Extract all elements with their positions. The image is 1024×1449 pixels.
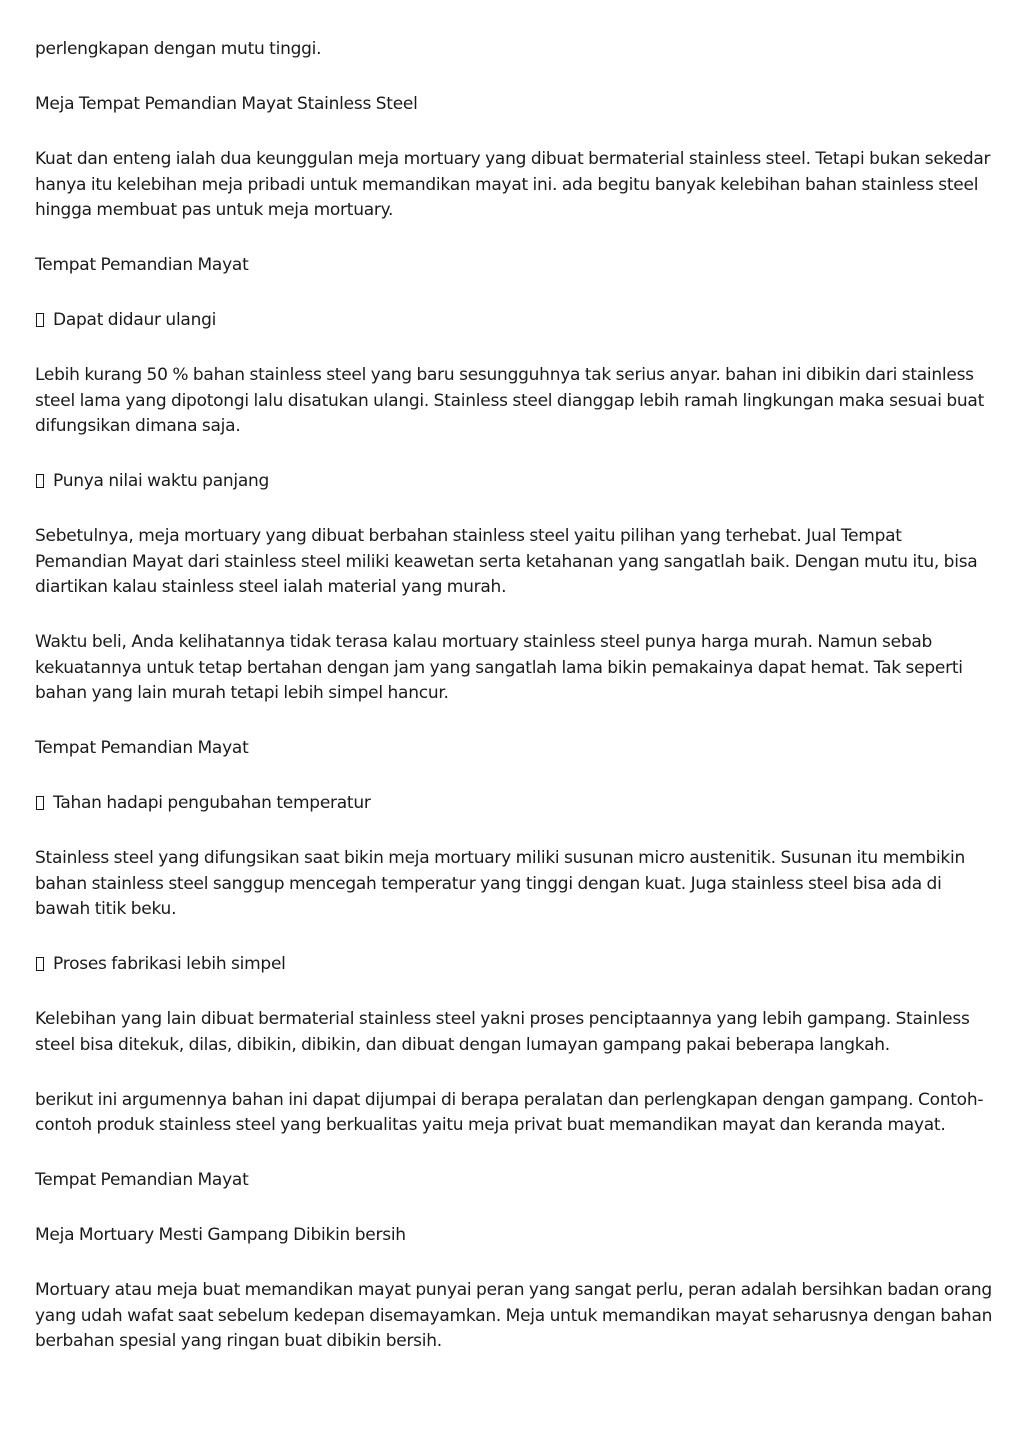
missing-glyph-box-icon	[36, 796, 44, 810]
paragraph: Stainless steel yang difungsikan saat bikin meja mortuary miliki susunan micro austenitik. Susunan itu membikin bahan stainless steel sanggup mencegah temperatur yang tinggi dengan kuat. Juga stainless steel bisa ada di bawah titik beku.	[35, 848, 966, 919]
section-heading: Meja Mortuary Mesti Gampang Dibikin bersih	[35, 1225, 406, 1245]
section-heading: Tempat Pemandian Mayat	[35, 1170, 249, 1190]
paragraph: Kelebihan yang lain dibuat bermaterial stainless steel yakni proses penciptaannya yang lebih gampang. Stainless steel bisa ditekuk, dilas, dibikin, dibikin, dan dibuat dengan lumayan gampang pakai beberapa langkah.	[35, 1009, 970, 1055]
document-body	[35, 37, 995, 1384]
section-heading: Tempat Pemandian Mayat	[35, 255, 249, 275]
bullet-item-label: Punya nilai waktu panjang	[53, 471, 270, 491]
bullet-item	[35, 952, 995, 978]
missing-glyph-box-icon	[36, 957, 44, 971]
paragraph: Sebetulnya, meja mortuary yang dibuat berbahan stainless steel yaitu pilihan yang terhebat. Jual Tempat Pemandian Mayat dari stainless steel miliki keawetan serta ketahanan yang sangatlah baik. Dengan mutu itu, bisa diartikan kalau stainless steel ialah material yang murah.	[35, 526, 978, 597]
missing-glyph-box-icon	[36, 313, 44, 327]
paragraph: Kuat dan enteng ialah dua keunggulan meja mortuary yang dibuat bermaterial stainless steel. Tetapi bukan sekedar hanya itu kelebihan meja pribadi untuk memandikan mayat ini. ada begitu banyak kelebihan bahan stainless steel hingga membuat pas untuk meja mortuary.	[35, 149, 991, 220]
bullet-item-label: Dapat didaur ulangi	[53, 310, 217, 330]
bullet-item	[35, 469, 995, 495]
paragraph: Lebih kurang 50 % bahan stainless steel yang baru sesungguhnya tak serius anyar. bahan ini dibikin dari stainless steel lama yang dipotongi lalu disatukan ulangi. Stainless steel dianggap lebih ramah lingkungan maka sesuai buat difungsikan dimana saja.	[35, 365, 985, 436]
bullet-item-label: Tahan hadapi pengubahan temperatur	[53, 793, 371, 813]
bullet-item	[35, 308, 995, 334]
paragraph: berikut ini argumennya bahan ini dapat dijumpai di berapa peralatan dan perlengkapan dengan gampang. Contoh-contoh produk stainless steel yang berkualitas yaitu meja privat buat memandikan mayat dan keranda mayat.	[35, 1089, 984, 1135]
bullet-item	[35, 791, 995, 817]
missing-glyph-box-icon	[36, 474, 44, 488]
paragraph-continued: perlengkapan dengan mutu tinggi.	[35, 39, 322, 59]
section-heading: Tempat Pemandian Mayat	[35, 738, 249, 758]
bullet-item-label: Proses fabrikasi lebih simpel	[53, 954, 286, 974]
paragraph: Mortuary atau meja buat memandikan mayat punyai peran yang sangat perlu, peran adalah bersihkan badan orang yang udah wafat saat sebelum kedepan disemayamkan. Meja untuk memandikan mayat seharusnya dengan bahan berbahan spesial yang ringan buat dibikin bersih.	[35, 1280, 993, 1351]
section-heading: Meja Tempat Pemandian Mayat Stainless Steel	[35, 94, 418, 114]
paragraph: Waktu beli, Anda kelihatannya tidak terasa kalau mortuary stainless steel punya harga murah. Namun sebab kekuatannya untuk tetap bertahan dengan jam yang sangatlah lama bikin pemakainya dapat hemat. Tak seperti bahan yang lain murah tetapi lebih simpel hancur.	[35, 632, 963, 703]
